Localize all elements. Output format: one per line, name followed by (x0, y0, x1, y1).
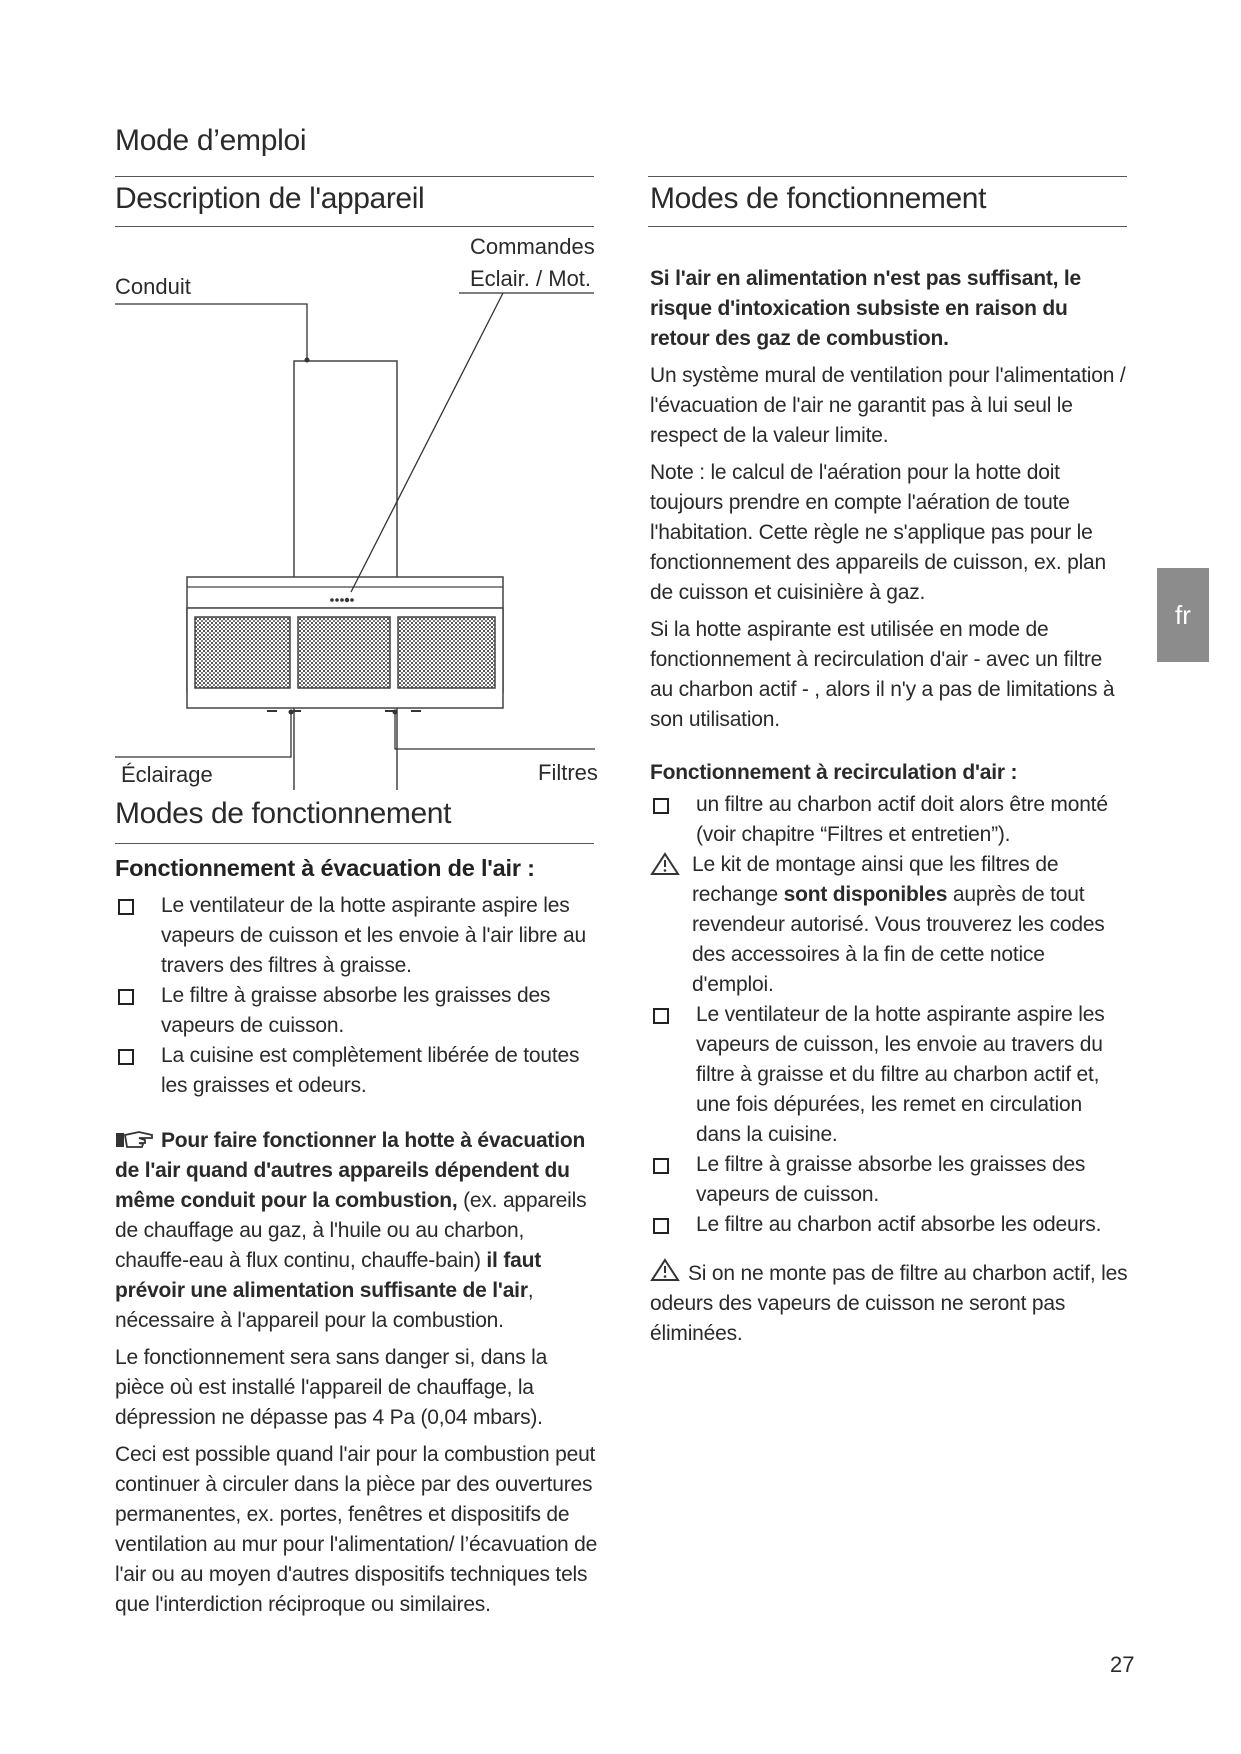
section-title-modes-left: Modes de fonctionnement (115, 797, 452, 830)
language-tab: fr (1157, 568, 1209, 662)
list-item: Le filtre au charbon actif absorbe les odeurs. (650, 1210, 1130, 1240)
divider (115, 843, 594, 844)
final-warning: Si on ne monte pas de filtre au charbon actif, les odeurs des vapeurs de cuisson ne seront pas éliminées. (650, 1258, 1130, 1349)
list-item: Le kit de montage ainsi que les filtres de rechange sont disponibles auprès de tout revendeur autorisé. Vous trouverez les codes des accessoires à la fin de cette notice d'emploi. (650, 850, 1130, 1000)
divider (115, 226, 594, 227)
paragraph: Un système mural de ventilation pour l'alimentation / l'évacuation de l'air ne garantit pas à lui seul le respect de la valeur limite. (650, 364, 1126, 447)
warning-icon (650, 1258, 680, 1282)
filter-panel-left (195, 617, 290, 688)
safety-paragraph: Le fonctionnement sera sans danger si, dans la pièce où est installé l'appareil de chauffage, la dépression ne dépasse pas 4 Pa (0,04 mbars). (115, 1346, 548, 1429)
label-eclairage: Éclairage (121, 762, 213, 787)
divider (648, 176, 1127, 177)
checkbox-icon (118, 1049, 134, 1065)
recirc-section (650, 758, 1130, 1356)
checkbox-icon (118, 989, 134, 1005)
label-conduit: Conduit (115, 274, 191, 299)
list-item: Le ventilateur de la hotte aspirante aspire les vapeurs de cuisson et les envoie à l'air libre au travers des filtres à graisse. (115, 891, 600, 981)
leader-dot (393, 710, 398, 715)
warning-icon (650, 852, 680, 876)
intoxication-warning: Si l'air en alimentation n'est pas suffisant, le risque d'intoxication subsiste en raison du retour des gaz de combustion. (650, 267, 1082, 350)
right-intro (650, 264, 1130, 742)
checkbox-icon (653, 1158, 669, 1174)
page-number: 27 (1110, 1652, 1135, 1677)
divider (648, 226, 1127, 227)
label-commandes: Commandes (470, 234, 595, 259)
leader-eclairage (115, 712, 291, 757)
section-title-modes-right: Modes de fonctionnement (650, 182, 987, 215)
evac-list (115, 891, 600, 1101)
hood-diagram-svg (115, 230, 595, 790)
combustion-note: Pour faire fonctionner la hotte à évacuation de l'air quand d'autres appareils dépendent du même conduit pour la combustion, (ex. appareils de chauffage au gaz, à l'huile ou au charbon, chauffe-eau à flux continu, chauffe-bain) il faut prévoir une alimentation suffisante de l'air, nécessaire à l'appareil pour la combustion. (115, 1129, 587, 1332)
checkbox-icon (653, 1218, 669, 1234)
leader-conduit (115, 304, 307, 358)
ventilation-paragraph: Ceci est possible quand l'air pour la combustion peut continuer à circuler dans la pièce par des ouvertures permanentes, ex. portes, fenêtres et dispositifs de ventilation au mur pour l'alimentation/ l’écavuation de l'air ou au moyen d'autres dispositifs techniques tels que l'interdiction réciproque ou similaires. (115, 1443, 598, 1616)
divider (115, 176, 594, 177)
checkbox-icon (118, 899, 134, 915)
evac-heading: Fonctionnement à évacuation de l'air : (115, 855, 535, 881)
filter-panel-middle (298, 617, 390, 688)
label-filtres: Filtres (538, 760, 598, 785)
list-item: un filtre au charbon actif doit alors être monté (voir chapitre “Filtres et entretien”). (650, 790, 1130, 850)
section-title-description: Description de l'appareil (115, 182, 425, 215)
leader-dot (289, 710, 294, 715)
paragraph: Note : le calcul de l'aération pour la hotte doit toujours prendre en compte l'aération de toute l'habitation. Cette règle ne s'applique pas pour le fonctionnement des appareils de cuisson, ex. plan de cuisson et cuisinière à gaz. (650, 461, 1106, 604)
list-item: La cuisine est complètement libérée de toutes les graisses et odeurs. (115, 1041, 600, 1101)
page-heading: Mode d’emploi (115, 124, 307, 157)
paragraph: Si la hotte aspirante est utilisée en mode de fonctionnement à recirculation d'air - avec un filtre au charbon actif - , alors il n'y a pas de limitations à son utilisation. (650, 618, 1115, 731)
list-item: Le ventilateur de la hotte aspirante aspire les vapeurs de cuisson, les envoie au travers du filtre à graisse et du filtre au charbon actif et, une fois dépurées, les remet en circulation dans la cuisine. (650, 1000, 1130, 1150)
list-item: Le filtre à graisse absorbe les graisses des vapeurs de cuisson. (650, 1150, 1130, 1210)
leader-filtres (395, 712, 595, 749)
left-notes (115, 1126, 600, 1627)
hood-diagram (115, 230, 598, 790)
chimney-outline (294, 361, 397, 790)
checkbox-icon (653, 798, 669, 814)
list-item: Le filtre à graisse absorbe les graisses des vapeurs de cuisson. (115, 981, 600, 1041)
recirc-heading: Fonctionnement à recirculation d'air : (650, 761, 1018, 784)
filter-panel-right (398, 617, 495, 688)
leader-dot (305, 358, 310, 363)
label-eclair-mot: Eclair. / Mot. (470, 266, 592, 291)
pointing-hand-icon (115, 1128, 155, 1150)
checkbox-icon (653, 1008, 669, 1024)
